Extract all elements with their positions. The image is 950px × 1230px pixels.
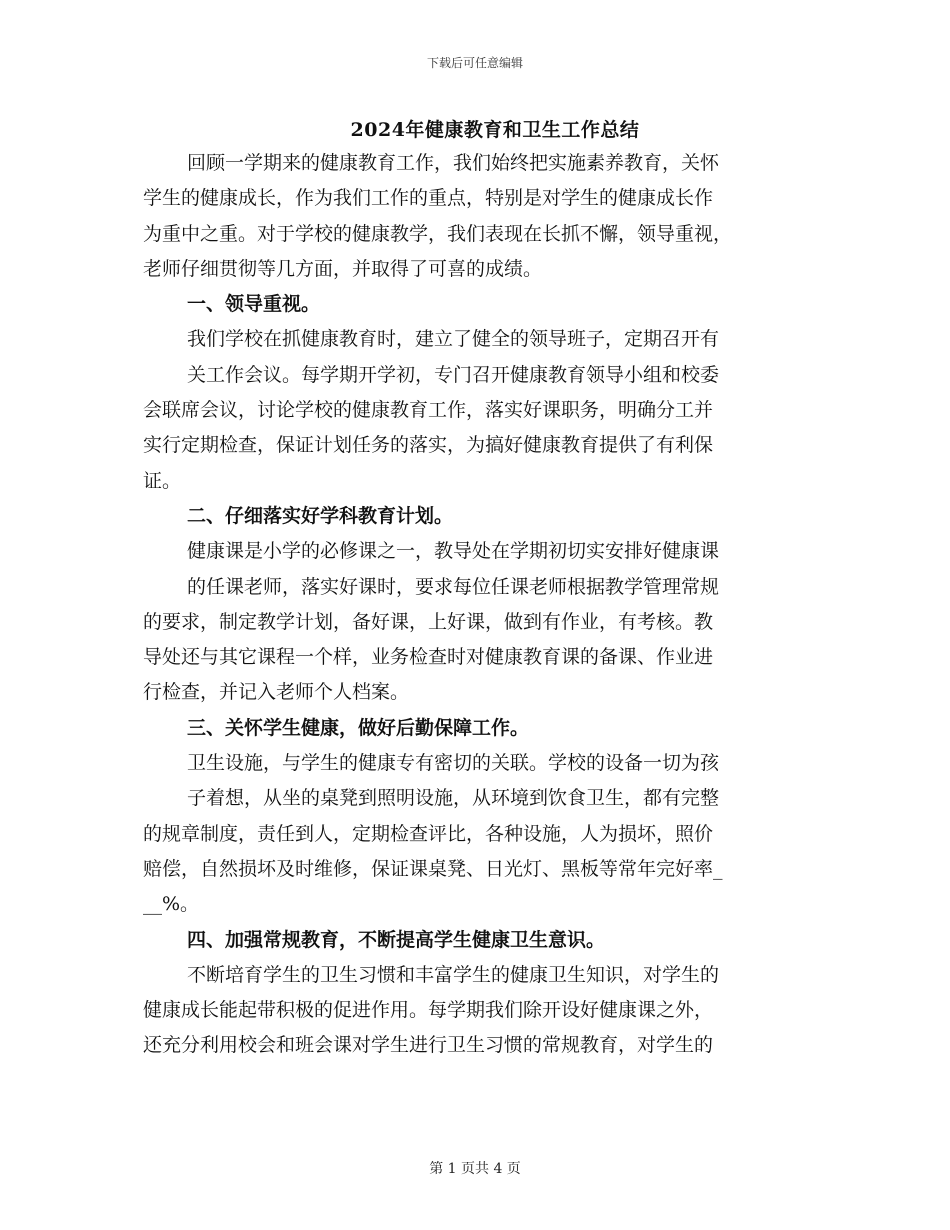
page-header: 下载后可任意编辑 — [426, 56, 523, 70]
paragraph-line: 实行定期检查，保证计划任务的落实，为搞好健康教育提供了有利保 — [143, 434, 714, 457]
section-heading: 一、领导重视。 — [187, 293, 321, 316]
paragraph-line: 赔偿，自然损坏及时维修，保证课桌凳、日光灯、黑板等常年完好率_ — [143, 857, 723, 880]
paragraph-line: 关工作会议。每学期开学初，专门召开健康教育领导小组和校委 — [187, 363, 720, 386]
paragraph-line: 证。 — [143, 469, 182, 492]
document-body — [143, 146, 807, 1064]
paragraph-line: 的要求，制定教学计划，备好课，上好课，做到有作业，有考核。教 — [143, 610, 714, 633]
paragraph-line: 回顾一学期来的健康教育工作，我们始终把实施素养教育，关怀 — [187, 152, 720, 174]
paragraph-line: 导处还与其它课程一个样，业务检查时对健康教育课的备课、作业进 — [143, 646, 714, 669]
paragraph-line: 还充分利用校会和班会课对学生进行卫生习惯的常规教育，对学生的 — [143, 1034, 714, 1057]
paragraph-line: 为重中之重。对于学校的健康教学，我们表现在长抓不懈，领导重视， — [143, 222, 733, 245]
section-heading: 三、关怀学生健康，做好后勤保障工作。 — [187, 716, 530, 739]
paragraph-line: 学生的健康成长，作为我们工作的重点，特别是对学生的健康成长作 — [143, 187, 714, 210]
section-heading: 四、加强常规教育，不断提高学生健康卫生意识。 — [187, 928, 606, 951]
paragraph-line: 的规章制度，责任到人，定期检查评比，各种设施，人为损坏，照价 — [143, 822, 714, 845]
paragraph-line: 会联席会议，讨论学校的健康教育工作，落实好课职务，明确分工并 — [143, 399, 714, 422]
paragraph-line: 健康成长能起带积极的促进作用。每学期我们除开设好健康课之外， — [143, 999, 714, 1022]
paragraph-line: 健康课是小学的必修课之一，教导处在学期初切实安排好健康课 — [187, 540, 720, 563]
paragraph-line: 我们学校在抓健康教育时，建立了健全的领导班子，定期召开有 — [187, 328, 720, 351]
paragraph-line: __%。 — [143, 893, 200, 916]
paragraph-line: 不断培育学生的卫生习惯和丰富学生的健康卫生知识，对学生的 — [187, 963, 720, 986]
document-title: 2024年健康教育和卫生工作总结 — [350, 119, 640, 141]
page-footer: 第 1 页共 4 页 — [429, 1161, 521, 1177]
paragraph-line: 卫生设施，与学生的健康专有密切的关联。学校的设备一切为孩 — [187, 752, 720, 775]
paragraph-line: 子着想，从坐的桌凳到照明设施，从环境到饮食卫生，都有完整 — [187, 787, 720, 810]
paragraph-line: 老师仔细贯彻等几方面，并取得了可喜的成绩。 — [143, 257, 543, 280]
paragraph-line: 的任课老师，落实好课时，要求每位任课老师根据教学管理常规 — [187, 575, 720, 598]
paragraph-line: 行检查，并记入老师个人档案。 — [143, 681, 410, 704]
section-heading: 二、仔细落实好学科教育计划。 — [187, 504, 454, 527]
